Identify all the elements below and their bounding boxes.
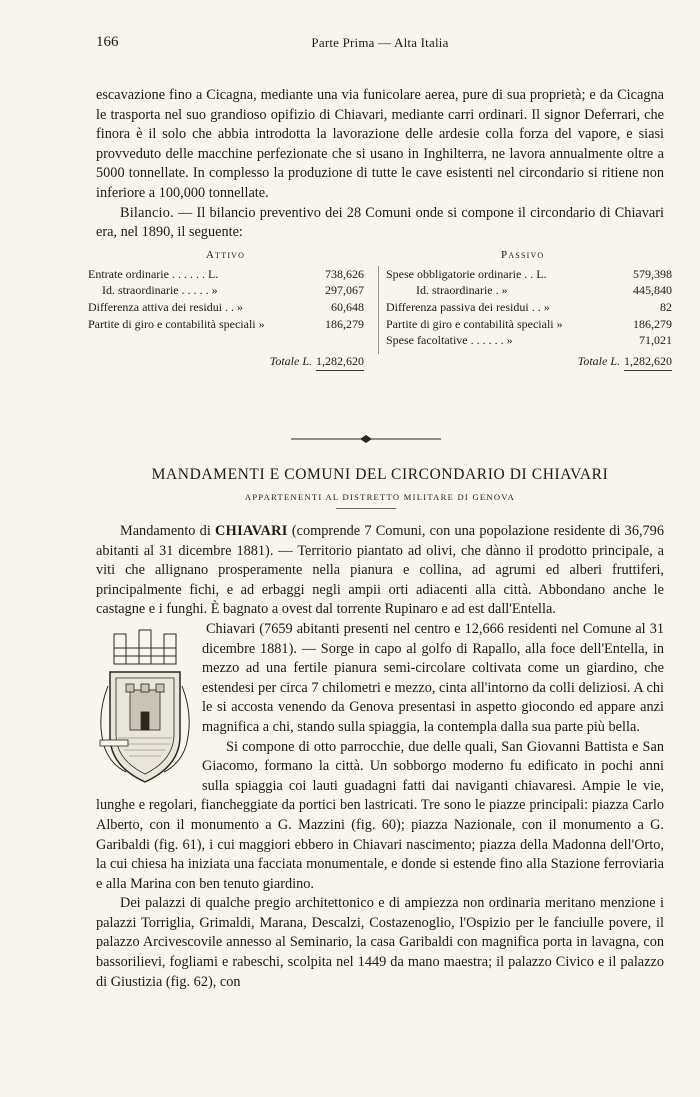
total-label: Totale L. [269,353,312,368]
row-label: Id. straordinarie . . . . . » [102,283,218,298]
section-title: MANDAMENTI E COMUNI DEL CIRCONDARIO DI CHIAVARI [151,466,609,483]
ornament-divider [291,434,441,444]
row-value: 60,648 [331,299,364,314]
row-value: 186,279 [633,316,672,331]
row-label: Differenza passiva dei residui . . » [386,299,550,314]
page-number: 166 [96,34,119,50]
bilancio-label: Bilancio. [120,204,174,221]
total-label: Totale L. [577,353,620,368]
row-value: 71,021 [639,333,672,348]
column-divider [378,266,379,354]
mandamento-text: (comprende 7 Comuni, con una popolazione residente di 36,796 abitanti al 31 dicembre 1881). — Territorio piantato ad olivi, che dànno il prodotto principale, a viti che allignano prosperamente nella pianura e collina, ad agrumi ed alberi fruttiferi, principalmente fichi, e ad erbaggi negli ampii orti adiacenti alla città. Abbondano anche le castagne e i funghi. È bagnato a ovest dal torrente Rupinaro e ad est dall'Entella. [96,523,664,618]
table-row [88,267,364,284]
attivo-total [88,354,364,371]
table-row [88,317,364,334]
attivo-column [88,267,364,371]
passivo-heading: Passivo [501,248,545,261]
page [88,30,672,990]
row-label: Spese facoltative . . . . . . » [386,333,513,348]
passivo-column [386,267,672,371]
table-row [386,333,672,350]
total-value: 1,282,620 [316,354,364,371]
mandamento-label: Mandamento di [120,523,211,539]
row-label: Entrate ordinarie . . . . . . L. [88,266,219,281]
chiavari-block [96,620,664,894]
row-label: Id. straordinarie . » [416,283,508,298]
row-label: Partite di giro e contabilità speciali » [88,316,265,331]
row-value: 579,398 [633,266,672,281]
row-value: 297,067 [325,283,364,298]
bilancio-text: — Il bilancio preventivo dei 28 Comuni onde si compone il circondario di Chiavari era, nel 1890, il seguente: [96,204,664,241]
subtitle-rule [336,508,396,509]
attivo-heading: Attivo [206,248,246,261]
budget-table [88,248,672,368]
table-row [88,283,364,300]
running-head [96,30,664,54]
table-row [386,283,672,300]
table-row [386,300,672,317]
table-row [88,300,364,317]
palazzi-paragraph: Dei palazzi di qualche pregio architettonico e di ampiezza non ordinaria meritano menzione i palazzi Torriglia, Grimaldi, Marana, Descalzi, Costazenoglio, l'Ospizio per le fanciulle povere, il palazzo Arcivescovile annesso al Seminario, la casa Garibaldi con magnifica porta in lavagna, con bassorilievi, fogliami e rabeschi, scolpita nel 1449 da mano maestra; il palazzo Civico e il palazzo di Giustizia (fig. 62), con [96,895,664,990]
row-label: Partite di giro e contabilità speciali » [386,316,563,331]
row-value: 82 [660,299,672,314]
table-row [386,267,672,284]
section-subtitle: APPARTENENTI AL DISTRETTO MILITARE DI GENOVA [244,492,516,502]
row-label: Spese obbligatorie ordinarie . . L. [386,266,547,281]
intro-paragraph: escavazione fino a Cicagna, mediante una via funicolare aerea, pure di sua proprietà; e da Cicagna le trasporta nel suo grandioso opifizio di Chiavari, mediante carri ordinari. Il signor Deferrari, che finora è il solo che abbia introdotta la lavorazione delle ardesie colla forza del vapore, e siasi provveduto delle macchine perfezionate che si usano in Inghilterra, ne lavora annualmente oltre a 5000 tonnellate. In complesso la produzione di tutte le cave esistenti nel circondario si ritiene non inferiore a 100,000 tonnellate. [96,87,664,201]
chiavari-parrocchie-paragraph: Si compone di otto parrocchie, due delle quali, San Giovanni Battista e San Giacomo, formano la città. Un sobborgo moderno fu edificato in pochi anni sulla spiaggia coi lauti guadagni fatti dai naviganti chiavaresi. Ampie le vie, lunghe e regolari, fiancheggiate da portici ben lastricati. Tre sono le piazze principali: piazza Carlo Alberto, con il monumento a G. Mazzini (fig. 60); piazza Nazionale, con il monumento a G. Garibaldi (fig. 61), i cui maggiori ebbero in Chiavari nascimento; piazza della Madonna dell'Orto, la cui chiesa ha iniziata una facciata monumentale, e donde si estende fino alla Stazione ferroviaria e alla Marina con ben tenuto giardino. [96,738,664,892]
table-row [386,317,672,334]
mandamenti-body [96,522,664,992]
passivo-total [386,354,672,371]
row-value: 445,840 [633,283,672,298]
bilancio-paragraph [96,204,664,243]
row-value: 186,279 [325,316,364,331]
chiavari-paragraph: Chiavari (7659 abitanti presenti nel centro e 12,666 residenti nel Comune al 31 dicembre 1881). — Sorge in capo al golfo di Rapallo, alla foce dell'Entella, in mezzo ad una fertile pianura semi-circolare coltivata come un giardino, che estendesi per circa 7 chilometri e mezzo, cinta all'intorno da colli deliziosi. A chi le si accosta venendo da Genova presentasi in aspetto giocondo ed appare anzi magnifica a chi, stando sulla spiaggia, la contempla dalla sua parte più bella. [202,620,664,735]
row-value: 738,626 [325,266,364,281]
coat-of-arms-icon [96,626,194,790]
mandamento-name: CHIAVARI [215,523,288,539]
total-value: 1,282,620 [624,354,672,371]
running-title: Parte Prima — Alta Italia [311,35,449,50]
mandamento-paragraph [96,522,664,620]
row-label: Differenza attiva dei residui . . » [88,299,244,314]
